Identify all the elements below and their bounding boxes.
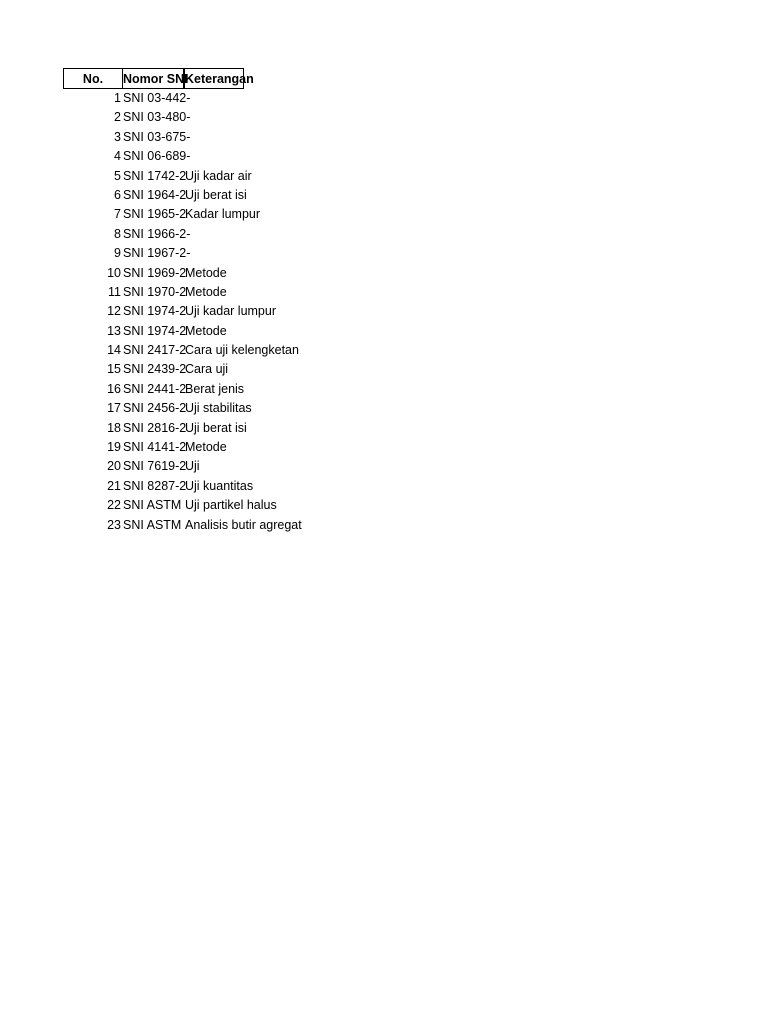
cell-keterangan[interactable]: Cara uji kelengketan <box>185 343 299 358</box>
cell-no[interactable]: 3 <box>114 129 121 144</box>
cell-no[interactable]: 16 <box>107 381 121 396</box>
cell-nomor-sni[interactable]: SNI ASTM <box>123 498 182 513</box>
cell-nomor-sni[interactable]: SNI 2816-2 <box>123 420 187 435</box>
cell-keterangan[interactable]: Uji stabilitas <box>185 401 252 416</box>
cell-nomor-sni[interactable]: SNI 2456-2 <box>123 401 187 416</box>
cell-keterangan[interactable]: Metode <box>185 284 227 299</box>
cell-keterangan[interactable]: Metode <box>185 265 227 280</box>
cell-keterangan[interactable]: Analisis butir agregat <box>185 517 302 532</box>
cell-no[interactable]: 23 <box>107 517 121 532</box>
cell-no[interactable]: 7 <box>114 207 121 222</box>
cell-no[interactable]: 21 <box>107 478 121 493</box>
cell-keterangan[interactable] <box>184 128 384 147</box>
cell-no[interactable]: 19 <box>107 440 121 455</box>
cell-keterangan[interactable]: Uji kadar lumpur <box>185 304 277 319</box>
cell-keterangan[interactable] <box>184 244 384 263</box>
cell-keterangan[interactable]: Metode <box>185 323 227 338</box>
cell-no[interactable]: 12 <box>107 304 121 319</box>
cell-nomor-sni[interactable]: SNI 4141-2 <box>123 440 187 455</box>
cell-nomor-sni[interactable]: SNI 1965-2 <box>123 207 187 222</box>
cell-no[interactable]: 8 <box>114 226 121 241</box>
cell-nomor-sni[interactable]: SNI ASTM <box>123 517 182 532</box>
cell-no[interactable]: 5 <box>114 168 121 183</box>
cell-no[interactable]: 20 <box>107 459 121 474</box>
cell-nomor-sni[interactable]: SNI 1970-2 <box>123 284 187 299</box>
cell-no[interactable]: 18 <box>107 420 121 435</box>
cell-nomor-sni[interactable]: SNI 1974-2 <box>123 323 187 338</box>
cell-no[interactable]: 9 <box>114 246 121 261</box>
cell-no[interactable]: 1 <box>114 91 121 105</box>
header-keterangan[interactable]: Keterangan <box>184 68 244 89</box>
cell-nomor-sni[interactable]: SNI 7619-2 <box>123 459 187 474</box>
cell-no[interactable]: 2 <box>114 110 121 125</box>
cell-no[interactable]: 11 <box>108 284 121 299</box>
cell-no[interactable]: 14 <box>107 343 121 358</box>
cell-no[interactable]: 22 <box>107 498 121 513</box>
cell-keterangan[interactable] <box>184 225 384 244</box>
cell-keterangan[interactable]: Metode <box>185 440 227 455</box>
cell-nomor-sni[interactable]: SNI 03-480- <box>123 110 191 125</box>
cell-nomor-sni[interactable]: SNI 1966-2- <box>123 226 191 241</box>
cell-no[interactable]: 4 <box>114 149 121 164</box>
cell-nomor-sni[interactable]: SNI 1742-2 <box>123 168 187 183</box>
cell-nomor-sni[interactable]: SNI 1967-2- <box>123 246 191 261</box>
cell-nomor-sni[interactable]: SNI 1974-2 <box>123 304 187 319</box>
header-nomor-sni[interactable]: Nomor SNI <box>123 68 184 89</box>
cell-keterangan[interactable] <box>184 147 384 166</box>
cell-nomor-sni[interactable]: SNI 2439-2 <box>123 362 187 377</box>
cell-no[interactable]: 13 <box>107 323 121 338</box>
cell-keterangan[interactable]: Uji berat isi <box>185 420 247 435</box>
cell-nomor-sni[interactable]: SNI 2417-2 <box>123 343 187 358</box>
cell-no[interactable]: 6 <box>114 187 121 202</box>
cell-keterangan[interactable]: Kadar lumpur <box>185 207 261 222</box>
cell-keterangan[interactable]: Uji partikel halus <box>185 498 277 513</box>
header-no[interactable]: No. <box>63 68 123 89</box>
cell-nomor-sni[interactable]: SNI 06-689- <box>123 149 191 164</box>
cell-keterangan[interactable]: Uji kuantitas <box>185 478 254 493</box>
cell-nomor-sni[interactable]: SNI 03-442- <box>123 91 191 105</box>
cell-keterangan[interactable]: Uji kadar air <box>185 168 252 183</box>
cell-nomor-sni[interactable]: SNI 8287-2 <box>123 478 187 493</box>
cell-keterangan[interactable] <box>184 89 384 108</box>
cell-no[interactable]: 15 <box>107 362 121 377</box>
cell-keterangan[interactable]: Uji <box>185 459 200 474</box>
cell-nomor-sni[interactable]: SNI 2441-2 <box>123 381 187 396</box>
cell-keterangan[interactable] <box>184 108 384 127</box>
cell-nomor-sni[interactable]: SNI 03-675- <box>123 129 191 144</box>
cell-no[interactable]: 17 <box>107 401 121 416</box>
cell-keterangan[interactable]: Berat jenis <box>185 381 245 396</box>
cell-nomor-sni[interactable]: SNI 1969-2 <box>123 265 187 280</box>
cell-keterangan[interactable]: Cara uji <box>185 362 229 377</box>
cell-no[interactable]: 10 <box>107 265 121 280</box>
cell-nomor-sni[interactable]: SNI 1964-2 <box>123 187 187 202</box>
cell-keterangan[interactable]: Uji berat isi <box>185 187 247 202</box>
